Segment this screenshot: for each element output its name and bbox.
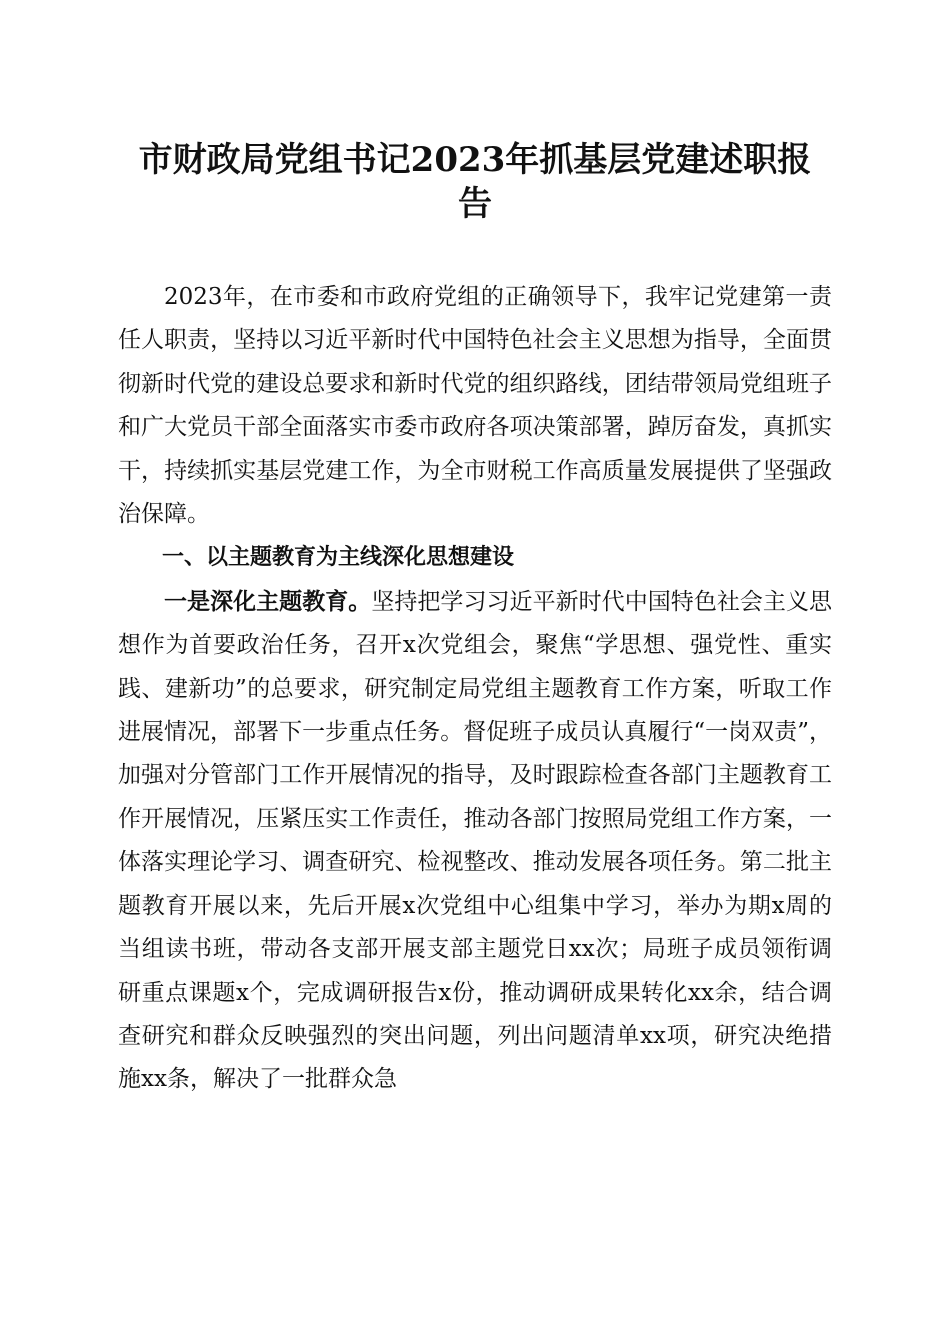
section-1-body: 坚持把学习习近平新时代中国特色社会主义思想作为首要政治任务，召开x次党组会，聚焦“学思想、强党性、重实践、建新功”的总要求，研究制定局党组主题教育工作方案，听取工作进展情况，部署下一步重点任务。督促班子成员认真履行“一岗双责”，加强对分管部门工作开展情况的指导，及时跟踪检查各部门主题教育工作开展情况，压紧压实工作责任，推动各部门按照局党组工作方案，一体落实理论学习、调查研究、检视整改、推动发展各项任务。第二批主题教育开展以来，先后开展x次党组中心组集中学习，举办为期x周的当组读书班，带动各支部开展支部主题党日xx次；局班子成员领衔调研重点课题x个，完成调研报告x份，推动调研成果转化xx余，结合调查研究和群众反映强烈的突出问题，列出问题清单xx项，研究决绝措施xx条，解决了一批群众急 <box>118 588 833 1093</box>
section-1-paragraph <box>118 580 832 1102</box>
intro-paragraph: 2023年，在市委和市政府党组的正确领导下，我牢记党建第一责任人职责，坚持以习近平新时代中国特色社会主义思想为指导，全面贯彻新时代党的建设总要求和新时代党的组织路线，团结带领局党组班子和广大党员干部全面落实市委市政府各项决策部署，踔厉奋发，真抓实干，持续抓实基层党建工作，为全市财税工作高质量发展提供了坚强政治保障。 <box>118 284 832 528</box>
document-title <box>118 138 832 226</box>
section-1-heading: 一、以主题教育为主线深化思想建设 <box>162 545 515 571</box>
title-line-2: 告 <box>458 184 492 224</box>
section-1-lead: 一是深化主题教育。 <box>164 587 372 615</box>
document-body <box>118 276 832 1102</box>
title-line-1: 市财政局党组书记2023年抓基层党建述职报 <box>138 140 812 180</box>
